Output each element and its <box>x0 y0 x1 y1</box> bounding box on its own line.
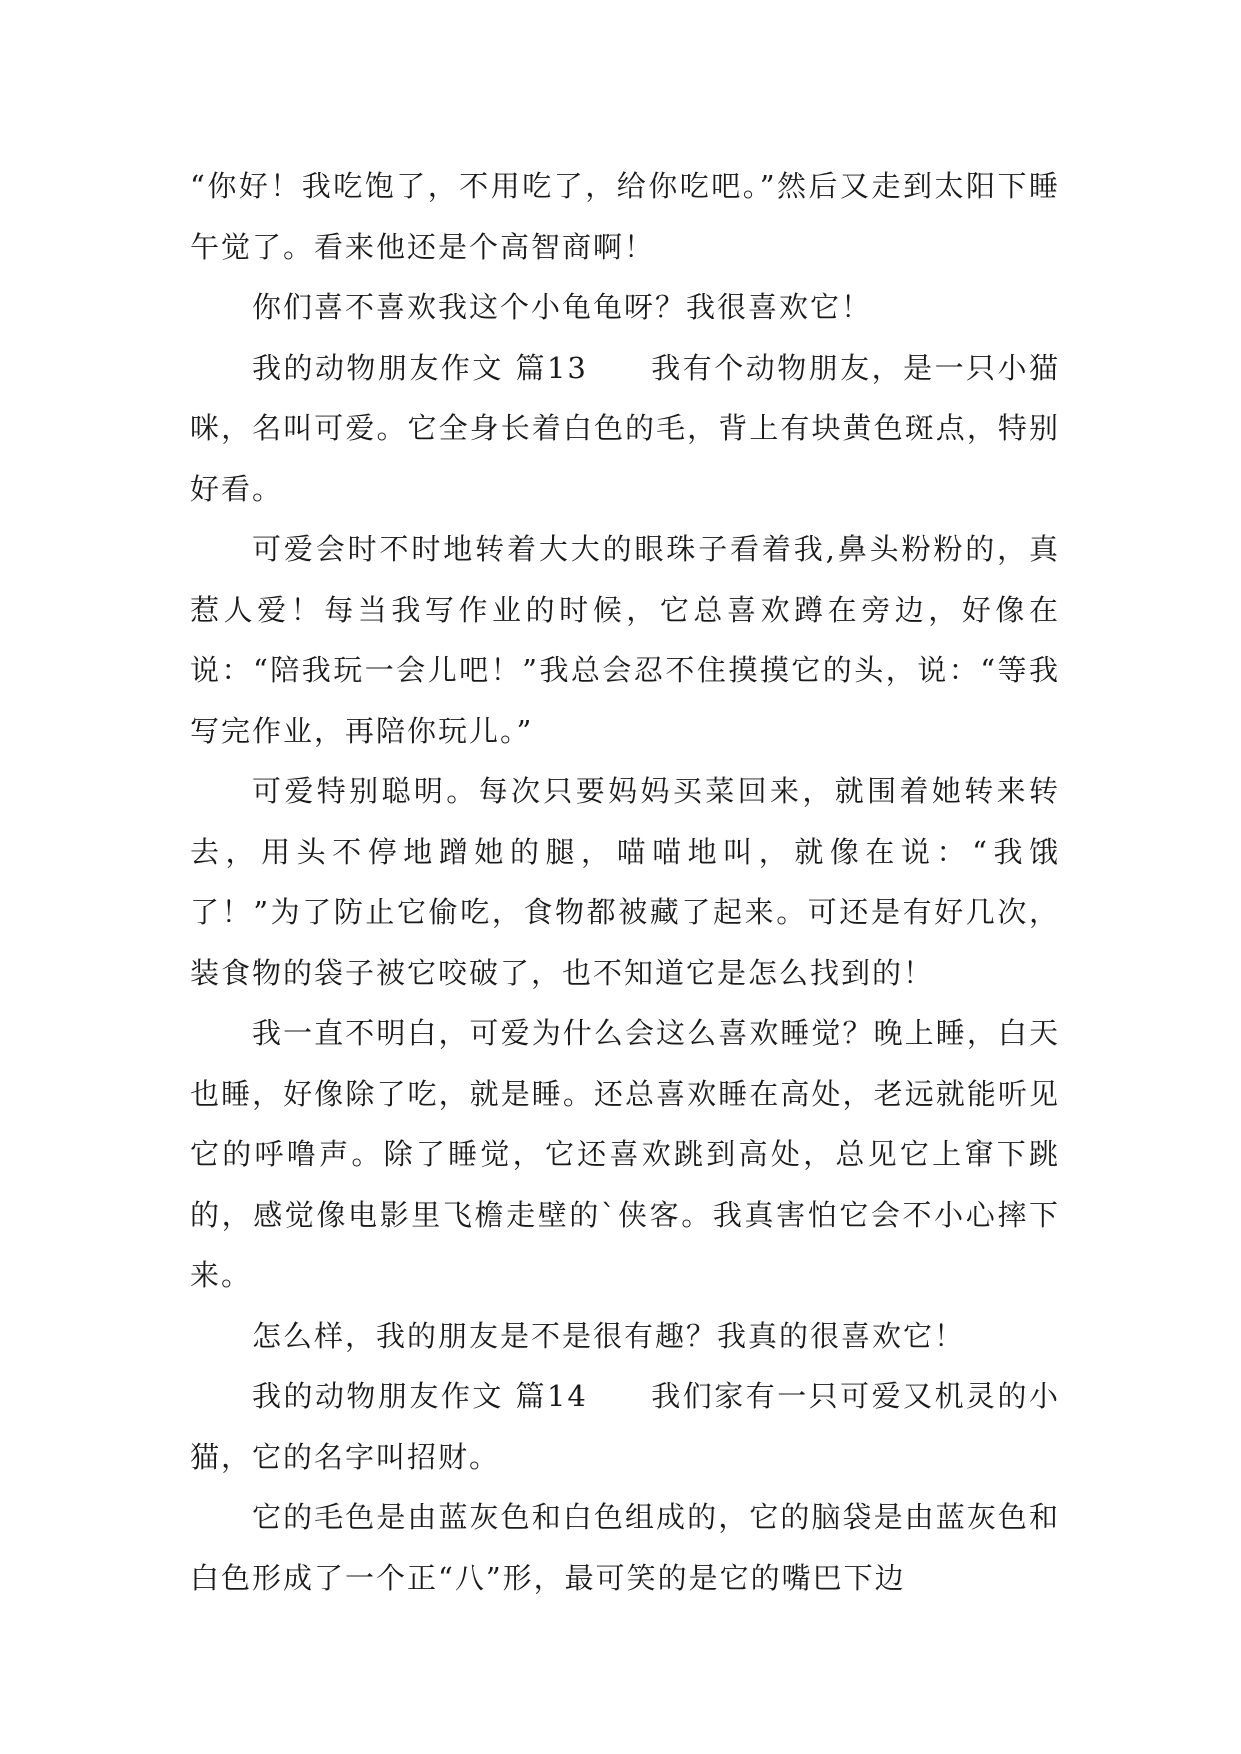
paragraph-8-essay-14-heading: 我的动物朋友作文 篇14 我们家有一只可爱又机灵的小猫，它的名字叫招财。 <box>190 1379 1060 1474</box>
paragraph-6: 我一直不明白，可爱为什么会这么喜欢睡觉？晚上睡，白天也睡，好像除了吃，就是睡。还总喜欢睡在高处，老远就能听见它的呼噜声。除了睡觉，它还喜欢跳到高处，总见它上窜下跳的，感觉像电影里飞檐走壁的`侠客。我真害怕它会不小心摔下来。 <box>190 1016 1060 1292</box>
document-page <box>190 156 1060 1608</box>
paragraph-5: 可爱特别聪明。每次只要妈妈买菜回来，就围着她转来转去，用头不停地蹭她的腿，喵喵地叫，就像在说：“我饿了！”为了防止它偷吃，食物都被藏了起来。可还是有好几次，装食物的袋子被它咬破了，也不知道它是怎么找到的！ <box>190 774 1060 990</box>
paragraph-9: 它的毛色是由蓝灰色和白色组成的，它的脑袋是由蓝灰色和白色形成了一个正“八”形，最可笑的是它的嘴巴下边 <box>190 1500 1060 1595</box>
paragraph-3-essay-13-heading: 我的动物朋友作文 篇13 我有个动物朋友，是一只小猫咪，名叫可爱。它全身长着白色的毛，背上有块黄色斑点，特别好看。 <box>190 350 1060 506</box>
paragraph-4: 可爱会时不时地转着大大的眼珠子看着我,鼻头粉粉的，真惹人爱！每当我写作业的时候，它总喜欢蹲在旁边，好像在说：“陪我玩一会儿吧！”我总会忍不住摸摸它的头，说：“等我写完作业，再陪你玩儿。” <box>190 532 1060 748</box>
paragraph-1: “你好！我吃饱了，不用吃了，给你吃吧。”然后又走到太阳下睡午觉了。看来他还是个高智商啊！ <box>190 169 1060 264</box>
paragraph-2: 你们喜不喜欢我这个小龟龟呀？我很喜欢它！ <box>252 290 873 324</box>
paragraph-7: 怎么样，我的朋友是不是很有趣？我真的很喜欢它！ <box>252 1318 966 1353</box>
